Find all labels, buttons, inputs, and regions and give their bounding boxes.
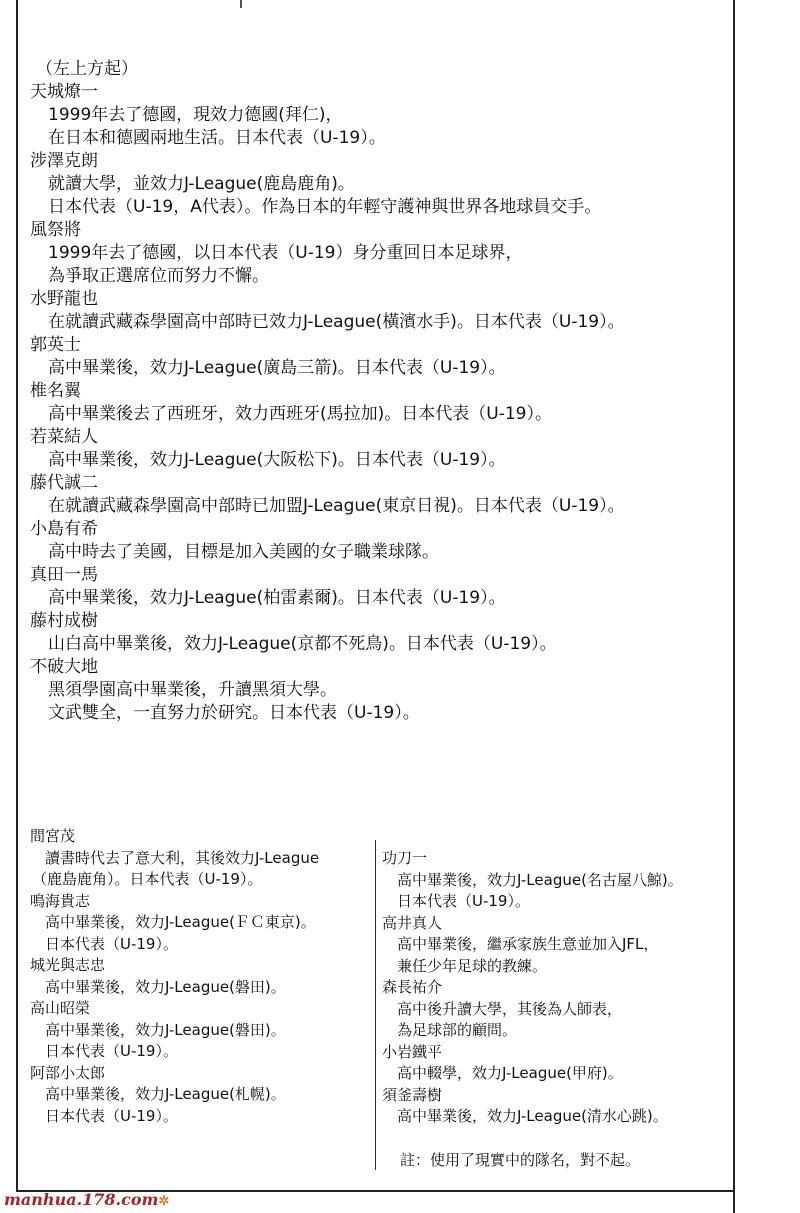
main-character-list	[30, 58, 730, 725]
character-description: 文武雙全，一直努力於研究。日本代表（U-19）。	[48, 703, 420, 723]
star-icon: ✲	[158, 1194, 170, 1209]
character-description: 在日本和德國兩地生活。日本代表（U-19）。	[48, 128, 386, 148]
character-description: 高中時去了美國，目標是加入美國的女子職業球隊。	[48, 542, 439, 562]
character-entry	[30, 564, 730, 610]
character-name: 森長祐介	[382, 978, 443, 996]
character-entry	[30, 150, 730, 219]
character-description: 日本代表（U-19，A代表）。作為日本的年輕守護神與世界各地球員交手。	[48, 197, 602, 217]
character-description: 日本代表（U-19）。	[397, 892, 530, 910]
character-name: 水野龍也	[30, 289, 98, 309]
top-entries	[30, 81, 730, 725]
character-description: 在就讀武藏森學園高中部時已加盟J-League(東京日視)。日本代表（U-19）。	[48, 496, 625, 516]
character-name: 若菜結人	[30, 427, 98, 447]
character-description: 山白高中畢業後，效力J-League(京都不死鳥)。日本代表（U-19）。	[48, 634, 557, 654]
character-entry	[382, 848, 727, 913]
watermark-text: manhua.178.com	[4, 1190, 159, 1209]
character-name: 高井真人	[382, 913, 443, 932]
watermark	[4, 1190, 169, 1209]
character-entry	[30, 518, 730, 564]
character-description: 高中畢業後，效力J-League(磐田)。	[45, 977, 286, 996]
character-description: 高中畢業後去了西班牙，效力西班牙(馬拉加)。日本代表（U-19）。	[48, 404, 552, 424]
character-name: 高山昭榮	[30, 999, 91, 1017]
character-name: 藤村成樹	[30, 611, 98, 631]
character-description: 高中畢業後，效力J-League(ＦＣ東京)。	[45, 913, 316, 931]
character-description: 日本代表（U-19）。	[45, 934, 178, 953]
character-description: 高中畢業後，效力J-League(廣島三箭)。日本代表（U-19）。	[48, 358, 506, 378]
character-name: 不破大地	[30, 657, 98, 677]
character-description: 1999年去了德國，以日本代表（U-19）身分重回日本足球界，	[48, 243, 523, 263]
character-entry	[382, 977, 727, 1042]
character-description: 為爭取正選席位而努力不懈。	[48, 266, 269, 286]
character-name: 須釜壽樹	[382, 1085, 443, 1104]
character-description: 高中畢業後，效力J-League(名古屋八鯨)。	[397, 870, 683, 889]
character-name: 阿部小太郎	[30, 1063, 106, 1082]
character-name: 涉澤克朗	[30, 151, 98, 171]
character-description: 高中畢業後，效力J-League(柏雷素爾)。日本代表（U-19）。	[48, 588, 506, 608]
character-description: 日本代表（U-19）。	[45, 1106, 178, 1125]
character-description: 高中畢業後，效力J-League(大阪松下)。日本代表（U-19）。	[48, 450, 506, 470]
character-name: 小島有希	[30, 519, 98, 539]
character-description: 高中畢業後，效力J-League(清水心跳)。	[397, 1107, 668, 1125]
character-description: 讀書時代去了意大利，其後效力J-League	[45, 848, 320, 867]
left-border	[16, 0, 18, 1190]
character-entry	[30, 219, 730, 288]
character-entry	[30, 955, 370, 998]
character-description: 兼任少年足球的教練。	[397, 956, 548, 975]
character-entry	[30, 288, 730, 334]
character-description: 黑須學園高中畢業後，升讀黑須大學。	[48, 680, 337, 700]
left-column-list	[30, 826, 370, 1127]
character-name: 風祭將	[30, 220, 81, 240]
right-column-list	[382, 848, 727, 1128]
character-description: 為足球部的顧問。	[397, 1021, 518, 1039]
character-name: 鳴海貴志	[30, 891, 91, 910]
footnote: 註：使用了現實中的隊名，對不起。	[400, 1151, 641, 1169]
character-name: 小岩鐵平	[382, 1042, 443, 1061]
character-entry	[30, 380, 730, 426]
character-entry	[30, 1063, 370, 1128]
top-tick	[240, 0, 242, 8]
character-entry	[30, 610, 730, 656]
character-entry	[30, 656, 730, 725]
character-entry	[382, 913, 727, 978]
character-entry	[382, 1042, 727, 1085]
character-description: 高中畢業後，效力J-League(磐田)。	[45, 1020, 286, 1039]
character-entry	[30, 81, 730, 150]
character-description: 1999年去了德國，現效力德國(拜仁)，	[48, 105, 343, 125]
character-entry	[30, 826, 370, 891]
intro-label: （左上方起）	[36, 59, 138, 79]
character-entry	[30, 334, 730, 380]
character-description: 日本代表（U-19）。	[45, 1042, 178, 1060]
character-entry	[382, 1085, 727, 1128]
character-description: 高中畢業後，效力J-League(札幌)。	[45, 1085, 286, 1103]
character-description: 在就讀武藏森學園高中部時已效力J-League(橫濱水手)。日本代表（U-19）。	[48, 312, 625, 332]
character-name: 功刀一	[382, 849, 428, 867]
character-description: 高中後升讀大學，其後為人師表，	[397, 999, 623, 1018]
character-name: 天城燎一	[30, 82, 98, 102]
character-name: 真田一馬	[30, 565, 98, 585]
character-name: 城光與志忠	[30, 956, 106, 974]
character-description: （鹿島鹿角）。日本代表（U-19）。	[32, 870, 263, 888]
character-name: 椎名翼	[30, 381, 81, 401]
character-description: 就讀大學，並效力J-League(鹿島鹿角)。	[48, 174, 355, 194]
character-entry	[30, 998, 370, 1063]
character-entry	[30, 472, 730, 518]
column-divider	[375, 840, 376, 1170]
character-description: 高中畢業後，繼承家族生意並加入JFL，	[397, 935, 659, 953]
character-name: 郭英士	[30, 335, 81, 355]
character-entry	[30, 891, 370, 956]
character-entry	[30, 426, 730, 472]
character-name: 間宮茂	[30, 827, 76, 845]
character-description: 高中輟學，效力J-League(甲府)。	[397, 1064, 623, 1082]
right-border	[733, 0, 735, 1213]
character-name: 藤代誠二	[30, 473, 98, 493]
